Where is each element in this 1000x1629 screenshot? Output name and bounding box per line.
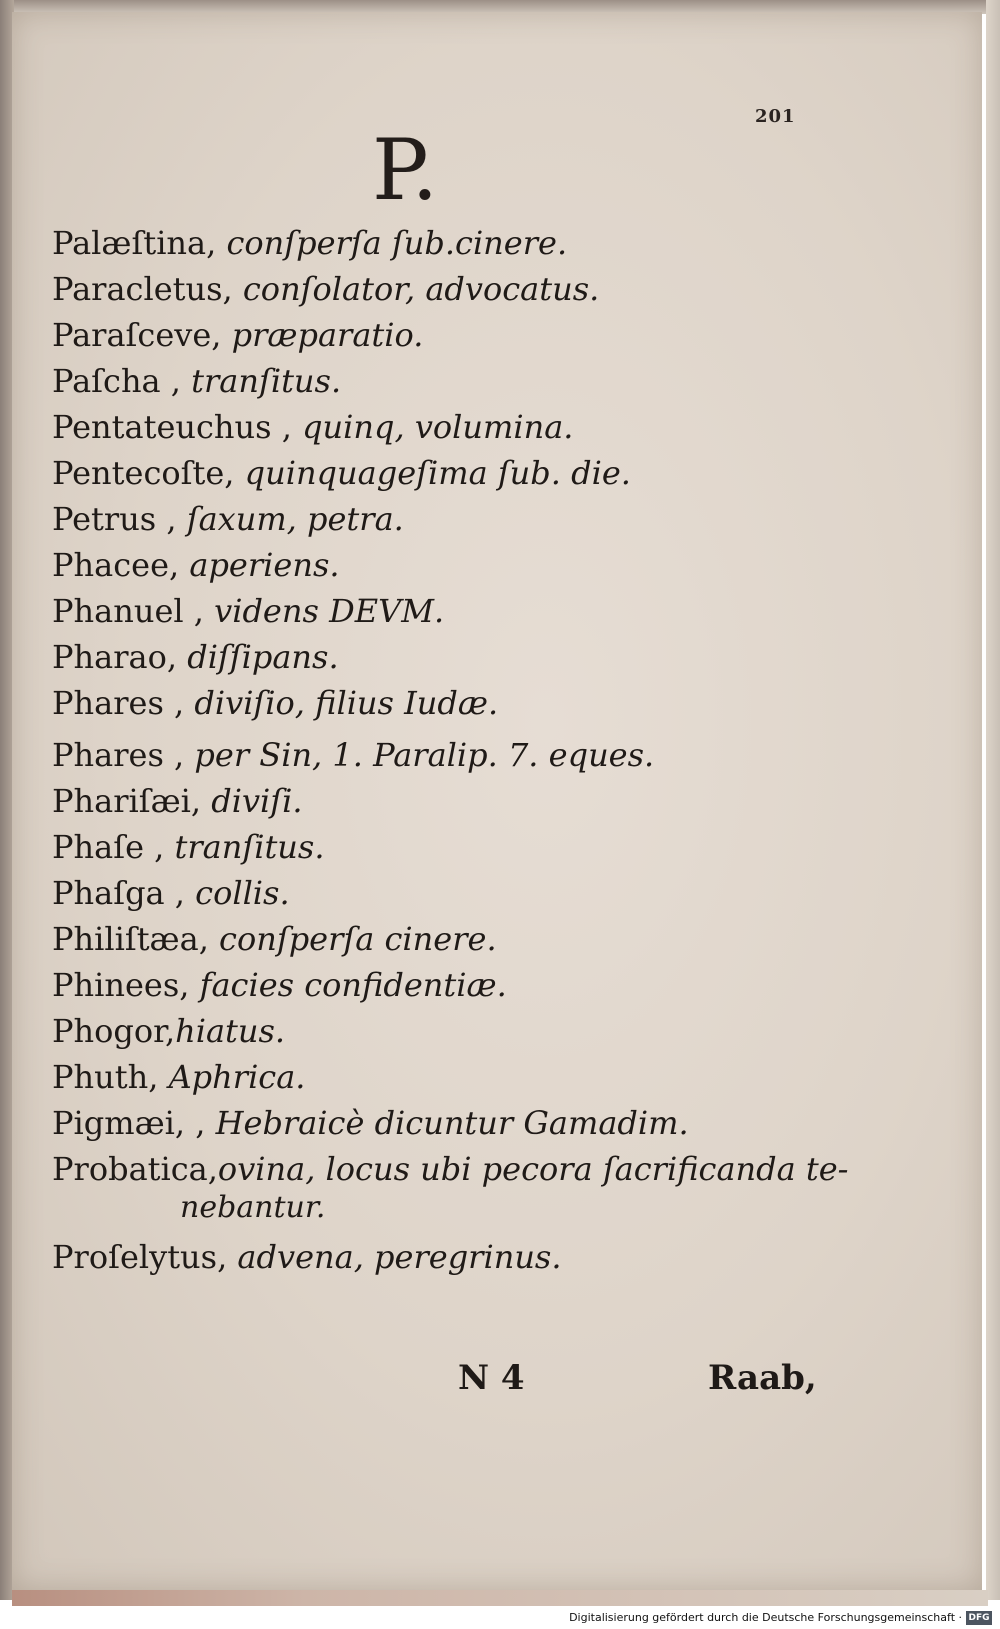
entry-gloss: diviſio, filius Iudæ. bbox=[194, 684, 499, 722]
entry-gloss: hiatus. bbox=[175, 1012, 286, 1050]
entry-gloss: conſolator, advocatus. bbox=[242, 270, 600, 308]
entry-term: Phaſe , bbox=[52, 828, 165, 866]
entry-gloss: advena, peregrinus. bbox=[237, 1238, 562, 1276]
entry-gloss: diviſi. bbox=[211, 782, 303, 820]
glossary-entry bbox=[52, 358, 952, 404]
entry-term: Pentateuchus , bbox=[52, 408, 292, 446]
entry-term: Palæſtina, bbox=[52, 224, 217, 262]
entry-term: Phacee, bbox=[52, 546, 180, 584]
glossary-entry bbox=[52, 312, 952, 358]
entry-gloss: quinquageſima ſub. die. bbox=[244, 454, 631, 492]
entry-term: Paſcha , bbox=[52, 362, 181, 400]
entry-term: Probatica, bbox=[52, 1150, 218, 1188]
entry-gloss: Hebraicè dicuntur Gamadim. bbox=[215, 1104, 689, 1142]
glossary-entry bbox=[52, 220, 952, 266]
section-letter: P. bbox=[372, 121, 439, 219]
entry-term: Phares , bbox=[52, 736, 185, 774]
entry-gloss: videns DEVM. bbox=[214, 592, 445, 630]
glossary-entry bbox=[52, 266, 952, 312]
glossary-entry bbox=[52, 1146, 952, 1192]
glossary-entry bbox=[52, 870, 952, 916]
digitization-footer bbox=[0, 1608, 1000, 1629]
signature-mark: N 4 bbox=[458, 1358, 525, 1398]
glossary-entry bbox=[52, 450, 952, 496]
glossary-entry bbox=[52, 962, 952, 1008]
glossary-entry bbox=[52, 680, 952, 726]
glossary-entry bbox=[52, 824, 952, 870]
glossary-entry bbox=[52, 496, 952, 542]
entry-term: Proſelytus, bbox=[52, 1238, 228, 1276]
entry-gloss: præparatio. bbox=[231, 316, 424, 354]
entry-gloss: tranſitus. bbox=[174, 828, 325, 866]
book-right-edge bbox=[986, 0, 1000, 1600]
entry-term: Phares , bbox=[52, 684, 185, 722]
dfg-logo: DFG bbox=[966, 1611, 992, 1625]
entry-gloss: tranſitus. bbox=[191, 362, 342, 400]
entry-term: Philiſtæa, bbox=[52, 920, 209, 958]
glossary-entry bbox=[52, 588, 952, 634]
entry-gloss: quinq, volumina. bbox=[302, 408, 574, 446]
entry-gloss: Aphrica. bbox=[168, 1058, 306, 1096]
entry-term: Phogor, bbox=[52, 1012, 176, 1050]
glossary-entry bbox=[52, 732, 952, 778]
page-number: 201 bbox=[755, 106, 796, 127]
glossary-entry bbox=[52, 1100, 952, 1146]
entry-gloss: ovina, locus ubi pecora ſacrificanda te- bbox=[217, 1150, 849, 1188]
entry-term: Paracletus, bbox=[52, 270, 233, 308]
entry-term: Phuth, bbox=[52, 1058, 159, 1096]
glossary-entry bbox=[52, 1234, 952, 1280]
entry-term: Phinees, bbox=[52, 966, 190, 1004]
glossary-entry bbox=[52, 542, 952, 588]
entry-gloss: aperiens. bbox=[189, 546, 340, 584]
glossary-entry bbox=[52, 404, 952, 450]
funding-credit: Digitalisierung gefördert durch die Deutsche Forschungsgemeinschaft · bbox=[569, 1611, 962, 1624]
entry-gloss: conſperſa cinere. bbox=[219, 920, 497, 958]
entry-term: Phaſga , bbox=[52, 874, 185, 912]
entry-continuation: nebantur. bbox=[180, 1190, 326, 1225]
book-bottom-edge bbox=[12, 1590, 988, 1606]
entry-term: Paraſceve, bbox=[52, 316, 222, 354]
entry-term: Petrus , bbox=[52, 500, 177, 538]
entry-gloss: diſſipans. bbox=[187, 638, 339, 676]
entry-term: Phanuel , bbox=[52, 592, 204, 630]
entry-gloss: per Sin, 1. Paralip. 7. eques. bbox=[194, 736, 655, 774]
catchword: Raab, bbox=[708, 1358, 817, 1398]
entry-term: Pharao, bbox=[52, 638, 178, 676]
entry-gloss: facies confidentiæ. bbox=[199, 966, 507, 1004]
glossary-entry bbox=[52, 916, 952, 962]
glossary-list bbox=[52, 220, 952, 1280]
entry-term: Pentecoſte, bbox=[52, 454, 235, 492]
entry-gloss: ſaxum, petra. bbox=[186, 500, 404, 538]
entry-gloss: conſperſa ſub.cinere. bbox=[226, 224, 568, 262]
glossary-entry bbox=[52, 1054, 952, 1100]
entry-gloss: collis. bbox=[195, 874, 290, 912]
glossary-entry bbox=[52, 1008, 952, 1054]
entry-term: Pigmæi, , bbox=[52, 1104, 206, 1142]
glossary-entry bbox=[52, 634, 952, 680]
glossary-entry bbox=[52, 778, 952, 824]
entry-term: Phariſæi, bbox=[52, 782, 202, 820]
